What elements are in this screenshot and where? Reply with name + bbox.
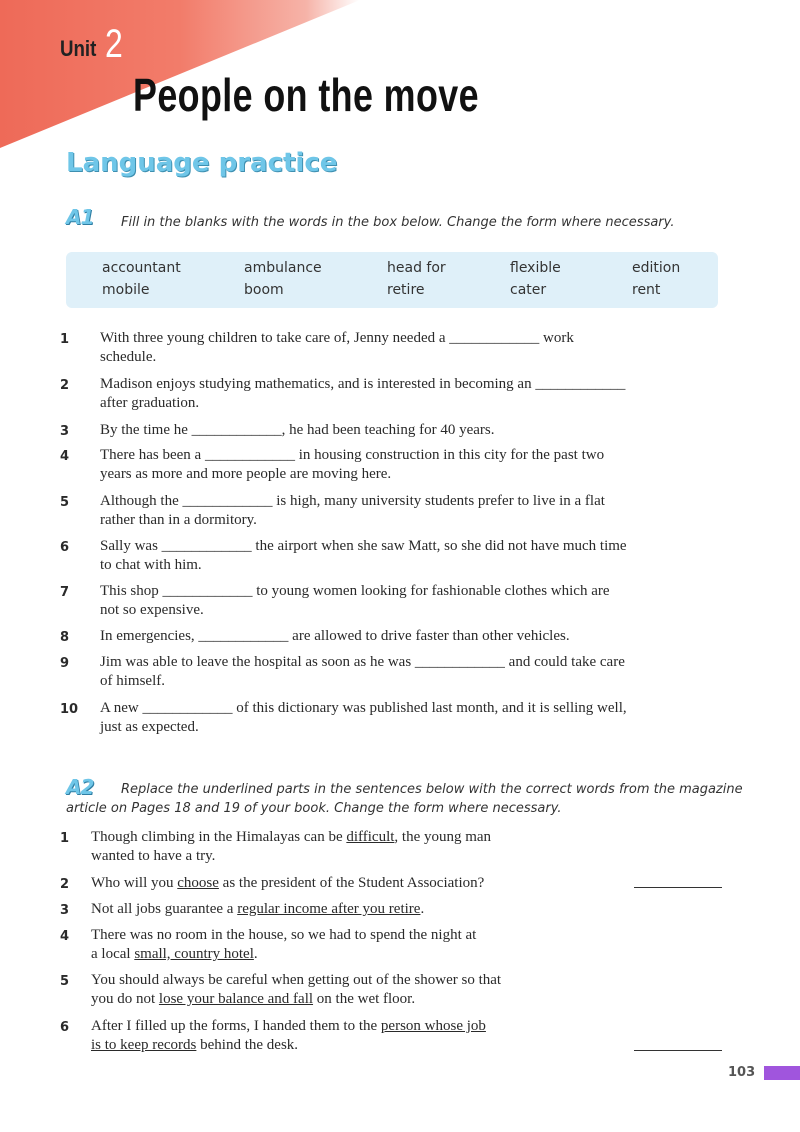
word-box-item: flexible [510, 260, 561, 276]
question-number: 1 [60, 332, 70, 347]
word-box [66, 252, 718, 308]
section-heading: Language practice [66, 148, 338, 178]
underlined-phrase: is to keep records [91, 1037, 197, 1053]
page-number: 103 [728, 1065, 756, 1080]
question-number: 3 [60, 903, 70, 918]
question-text: You should always be careful when getting out of the shower so that [91, 972, 502, 988]
unit-number: 2 [105, 22, 123, 66]
word-box-item: rent [632, 282, 661, 298]
question-text: after graduation. [100, 395, 200, 411]
word-box-item: mobile [102, 282, 150, 298]
unit-label: Unit [60, 36, 97, 61]
underlined-phrase: lose your balance and fall [158, 991, 314, 1007]
word-box-item: edition [632, 260, 681, 276]
word-box-item: ambulance [244, 260, 322, 276]
question-number: 4 [60, 929, 70, 944]
exercise-a1-badge: A1 [66, 205, 94, 229]
question-text: is to keep records behind the desk. [91, 1037, 299, 1053]
question-text: a local small, country hotel. [91, 946, 258, 962]
word-box-item: boom [244, 282, 284, 298]
question-text: A new ____________ of this dictionary was published last month, and it is selling well, [100, 700, 627, 716]
question-number: 7 [60, 585, 70, 600]
question-text: just as expected. [100, 719, 199, 735]
exercise-a1-instruction: Fill in the blanks with the words in the box below. Change the form where necessary. [121, 215, 675, 230]
underlined-phrase: regular income after you retire [237, 901, 421, 917]
question-text: you do not lose your balance and fall on the wet floor. [91, 991, 416, 1007]
question-text: By the time he ____________, he had been teaching for 40 years. [100, 422, 495, 438]
question-number: 1 [60, 831, 70, 846]
exercise-a2-instruction: Replace the underlined parts in the sentences below with the correct words from the magazine [121, 782, 743, 797]
question-text: Though climbing in the Himalayas can be difficult, the young man [91, 829, 492, 845]
page-accent-bar [764, 1066, 800, 1080]
question-text: There has been a ____________ in housing construction in this city for the past two [100, 447, 605, 463]
question-number: 3 [60, 424, 70, 439]
page-title: People on the move [133, 69, 479, 121]
word-box-item: accountant [102, 260, 181, 276]
question-number: 6 [60, 1020, 70, 1035]
question-text: Madison enjoys studying mathematics, and is interested in becoming an ____________ [100, 376, 626, 392]
question-number: 10 [60, 702, 79, 717]
question-text: years as more and more people are moving here. [100, 466, 392, 482]
question-text: schedule. [100, 349, 157, 365]
exercise-a2-badge: A2 [66, 775, 94, 799]
underlined-phrase: small, country hotel [134, 946, 254, 962]
answer-line[interactable] [634, 1050, 722, 1051]
question-text: In emergencies, ____________ are allowed to drive faster than other vehicles. [100, 628, 570, 644]
question-text: Jim was able to leave the hospital as soon as he was ____________ and could take care [100, 654, 625, 670]
question-text: Not all jobs guarantee a regular income after you retire. [91, 901, 425, 917]
question-text: to chat with him. [100, 557, 202, 573]
question-number: 8 [60, 630, 70, 645]
question-number: 2 [60, 378, 70, 393]
answer-line[interactable] [634, 887, 722, 888]
question-text: wanted to have a try. [91, 848, 216, 864]
question-text: Sally was ____________ the airport when she saw Matt, so she did not have much time [100, 538, 627, 554]
question-text: After I filled up the forms, I handed them to the person whose job [91, 1018, 486, 1034]
word-box-item: retire [387, 282, 425, 298]
question-number: 2 [60, 877, 70, 892]
question-text: Who will you choose as the president of the Student Association? [91, 875, 485, 891]
question-text: not so expensive. [100, 602, 204, 618]
underlined-phrase: choose [177, 875, 219, 891]
question-text: of himself. [100, 673, 165, 689]
word-box-item: head for [387, 260, 446, 276]
exercise-a2-instruction: article on Pages 18 and 19 of your book. Change the form where necessary. [66, 801, 562, 816]
underlined-phrase: person whose job [380, 1018, 486, 1034]
underlined-phrase: difficult [346, 829, 395, 845]
question-number: 5 [60, 495, 70, 510]
question-text: There was no room in the house, so we had to spend the night at [91, 927, 477, 943]
question-number: 6 [60, 540, 70, 555]
question-text: With three young children to take care of, Jenny needed a ____________ work [100, 330, 574, 346]
question-number: 4 [60, 449, 70, 464]
question-text: rather than in a dormitory. [100, 512, 257, 528]
word-box-item: cater [510, 282, 547, 298]
question-text: Although the ____________ is high, many university students prefer to live in a flat [100, 493, 605, 509]
question-number: 5 [60, 974, 70, 989]
question-text: This shop ____________ to young women looking for fashionable clothes which are [100, 583, 610, 599]
question-number: 9 [60, 656, 70, 671]
